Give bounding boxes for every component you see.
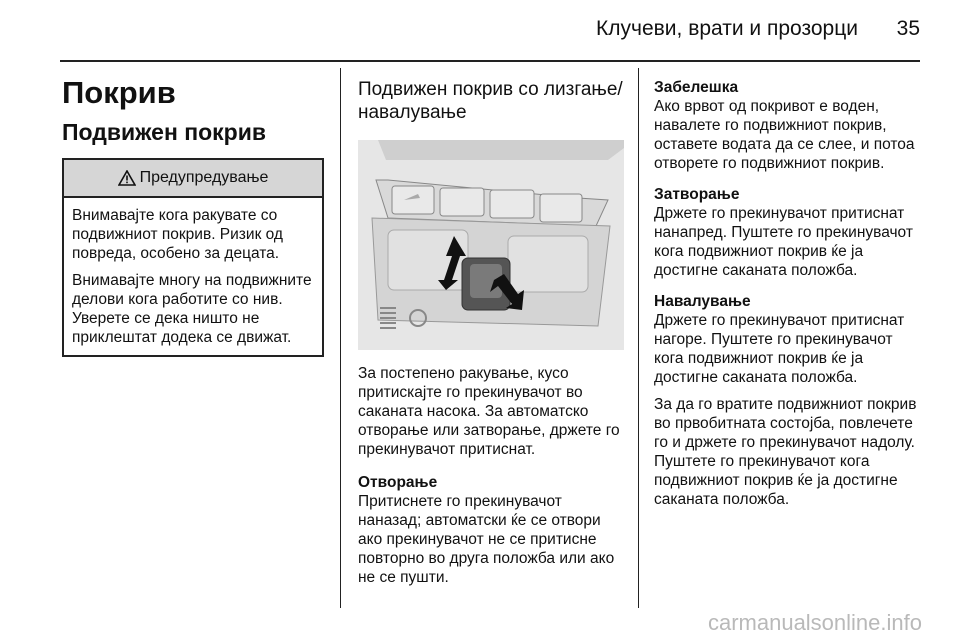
sunroof-switch-illustration-graphic bbox=[358, 140, 624, 350]
opening-section bbox=[358, 473, 624, 587]
column-divider bbox=[638, 68, 639, 608]
page-number: 35 bbox=[896, 17, 920, 40]
page-heading: Покрив bbox=[62, 75, 176, 110]
warning-title: Предупредување bbox=[139, 169, 269, 186]
tilting-text: Држете го прекинувачот притиснат нагоре. Пуштете го прекинувачот кога подвижниот покрив ќе ја достигне саканата положба. bbox=[654, 312, 905, 386]
section-heading: Подвижен покрив bbox=[62, 119, 267, 145]
note-heading: Забелешка bbox=[654, 79, 739, 96]
warning-triangle-icon bbox=[118, 170, 136, 186]
column-1 bbox=[62, 68, 324, 357]
warning-box bbox=[62, 158, 324, 357]
section-heading: Подвижен покрив со лизгање/навалување bbox=[358, 79, 623, 123]
header-rule bbox=[60, 60, 920, 62]
return-text: За да го вратите подвижниот покрив во првобитната состојба, повлечете го и држете го прекинувачот надолу. Пуштете го прекинувачот кога подвижниот покрив ќе ја достигне саканата положба. bbox=[654, 396, 917, 508]
tilting-section bbox=[654, 292, 924, 509]
column-3 bbox=[654, 68, 924, 521]
column-divider bbox=[340, 68, 341, 608]
sunroof-switch-illustration bbox=[358, 140, 624, 350]
warning-body bbox=[64, 198, 322, 355]
warning-paragraph: Внимавајте многу на подвижните делови кога работите со нив. Уверете се дека ништо не приклештат додека се движат. bbox=[72, 272, 312, 346]
watermark: carmanualsonline.info bbox=[707, 610, 922, 635]
body-paragraph: За постепено ракување, кусо притискајте го прекинувачот во саканата насока. За автоматско отворање или затворање, држете го прекинувачот притиснат. bbox=[358, 365, 620, 458]
warning-paragraph: Внимавајте кога ракувате со подвижниот покрив. Ризик од повреда, особено за децата. bbox=[72, 207, 283, 262]
closing-section bbox=[654, 185, 924, 280]
running-header-title: Клучеви, врати и прозорци bbox=[596, 17, 858, 40]
closing-heading: Затворање bbox=[654, 186, 740, 203]
tilting-heading: Навалување bbox=[654, 293, 751, 310]
closing-text: Држете го прекинувачот притиснат нанапред. Пуштете го прекинувачот кога подвижниот покрив ќе ја достигне саканата положба. bbox=[654, 205, 913, 279]
note-section bbox=[654, 78, 924, 173]
column-2 bbox=[358, 68, 624, 599]
opening-heading: Отворање bbox=[358, 474, 438, 491]
opening-text: Притиснете го прекинувачот наназад; автоматски ќе се отвори ако прекинувачот не се притисне повторно во друга положба или ако не се пушти. bbox=[358, 493, 615, 586]
note-text: Ако врвот од покривот е воден, навалете го подвижниот покрив, оставете водата да се слее, и потоа отворете го подвижниот покрив. bbox=[654, 98, 915, 172]
warning-header bbox=[64, 160, 322, 198]
